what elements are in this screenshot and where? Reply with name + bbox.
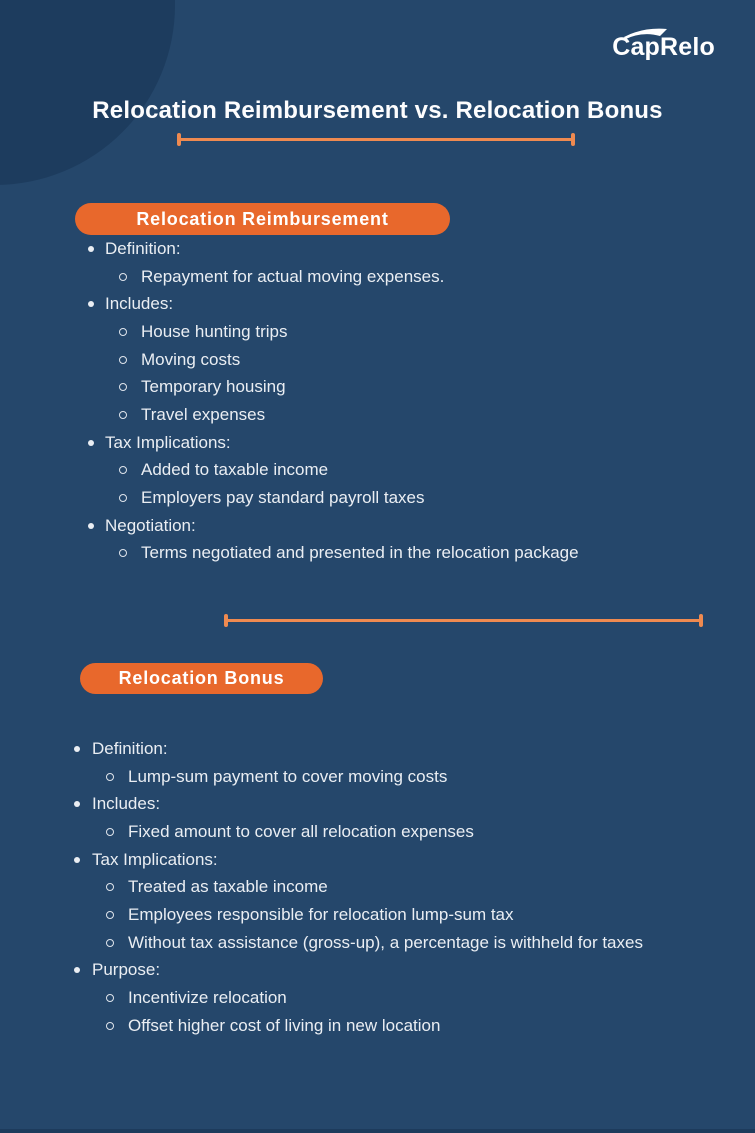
rule-right-cap	[699, 614, 703, 627]
list-item-text: House hunting trips	[141, 321, 288, 341]
hollow-bullet-icon	[106, 939, 114, 947]
section-badge-reimbursement: Relocation Reimbursement	[75, 203, 450, 235]
list-subitem	[0, 540, 755, 568]
logo-swoosh-icon	[623, 26, 671, 41]
filled-bullet-icon	[88, 440, 94, 446]
list-subitem	[0, 818, 755, 846]
list-subitem	[0, 346, 755, 374]
hollow-bullet-icon	[106, 773, 114, 781]
filled-bullet-icon	[88, 301, 94, 307]
list-subitem	[0, 929, 755, 957]
filled-bullet-icon	[88, 246, 94, 252]
list-item	[0, 429, 755, 457]
list-subitem	[0, 484, 755, 512]
list-item-text: Employers pay standard payroll taxes	[141, 488, 425, 508]
hollow-bullet-icon	[106, 994, 114, 1002]
list-item	[0, 957, 755, 985]
list-item-text: Treated as taxable income	[128, 877, 328, 897]
list-item-text: Incentivize relocation	[128, 988, 287, 1008]
list-subitem	[0, 263, 755, 291]
list-subitem	[0, 401, 755, 429]
rule-line	[228, 619, 699, 622]
filled-bullet-icon	[74, 967, 80, 973]
list-item-text: Includes:	[105, 294, 174, 314]
list-item-text: Purpose:	[92, 960, 161, 980]
caprelo-logo	[612, 33, 715, 62]
list-item-text: Offset higher cost of living in new location	[128, 1015, 441, 1035]
list-item	[0, 512, 755, 540]
section-divider-rule	[224, 614, 703, 627]
list-item-text: Employees responsible for relocation lump-sum tax	[128, 904, 514, 924]
list-item-text: Added to taxable income	[141, 460, 329, 480]
list-item-text: Fixed amount to cover all relocation expenses	[128, 821, 474, 841]
hollow-bullet-icon	[106, 828, 114, 836]
corner-circle-decoration	[0, 0, 175, 185]
hollow-bullet-icon	[106, 883, 114, 891]
list-item-text: Terms negotiated and presented in the relocation package	[141, 543, 579, 563]
reimbursement-list	[0, 235, 755, 567]
rule-right-cap	[571, 133, 575, 146]
list-item-text: Temporary housing	[141, 377, 286, 397]
list-subitem	[0, 763, 755, 791]
hollow-bullet-icon	[119, 273, 127, 281]
hollow-bullet-icon	[119, 466, 127, 474]
list-item-text: Travel expenses	[141, 404, 266, 424]
list-item	[0, 290, 755, 318]
list-item-text: Definition:	[105, 238, 181, 258]
list-item	[0, 235, 755, 263]
list-subitem	[0, 318, 755, 346]
hollow-bullet-icon	[119, 411, 127, 419]
hollow-bullet-icon	[106, 1022, 114, 1030]
hollow-bullet-icon	[106, 911, 114, 919]
hollow-bullet-icon	[119, 328, 127, 336]
title-underline-rule	[177, 133, 575, 146]
filled-bullet-icon	[74, 857, 80, 863]
rule-line	[181, 138, 571, 141]
list-item-text: Tax Implications:	[92, 849, 218, 869]
list-item-text: Negotiation:	[105, 515, 196, 535]
logo-text: CapRelo	[612, 33, 715, 61]
list-subitem	[0, 984, 755, 1012]
list-subitem	[0, 901, 755, 929]
list-item-text: Includes:	[92, 794, 161, 814]
list-item	[0, 846, 755, 874]
hollow-bullet-icon	[119, 356, 127, 364]
section-badge-bonus: Relocation Bonus	[80, 663, 323, 694]
filled-bullet-icon	[74, 746, 80, 752]
list-item-text: Without tax assistance (gross-up), a percentage is withheld for taxes	[128, 932, 643, 952]
hollow-bullet-icon	[119, 549, 127, 557]
list-subitem	[0, 457, 755, 485]
filled-bullet-icon	[74, 801, 80, 807]
list-subitem	[0, 1012, 755, 1040]
list-item-text: Tax Implications:	[105, 432, 231, 452]
list-item	[0, 735, 755, 763]
list-subitem	[0, 373, 755, 401]
list-item	[0, 790, 755, 818]
hollow-bullet-icon	[119, 383, 127, 391]
page-title: Relocation Reimbursement vs. Relocation Bonus	[92, 97, 663, 124]
bottom-edge-strip	[0, 1129, 755, 1133]
list-subitem	[0, 873, 755, 901]
bonus-list	[0, 735, 755, 1040]
list-item-text: Lump-sum payment to cover moving costs	[128, 766, 448, 786]
hollow-bullet-icon	[119, 494, 127, 502]
filled-bullet-icon	[88, 523, 94, 529]
list-item-text: Repayment for actual moving expenses.	[141, 266, 445, 286]
list-item-text: Moving costs	[141, 349, 241, 369]
list-item-text: Definition:	[92, 738, 168, 758]
